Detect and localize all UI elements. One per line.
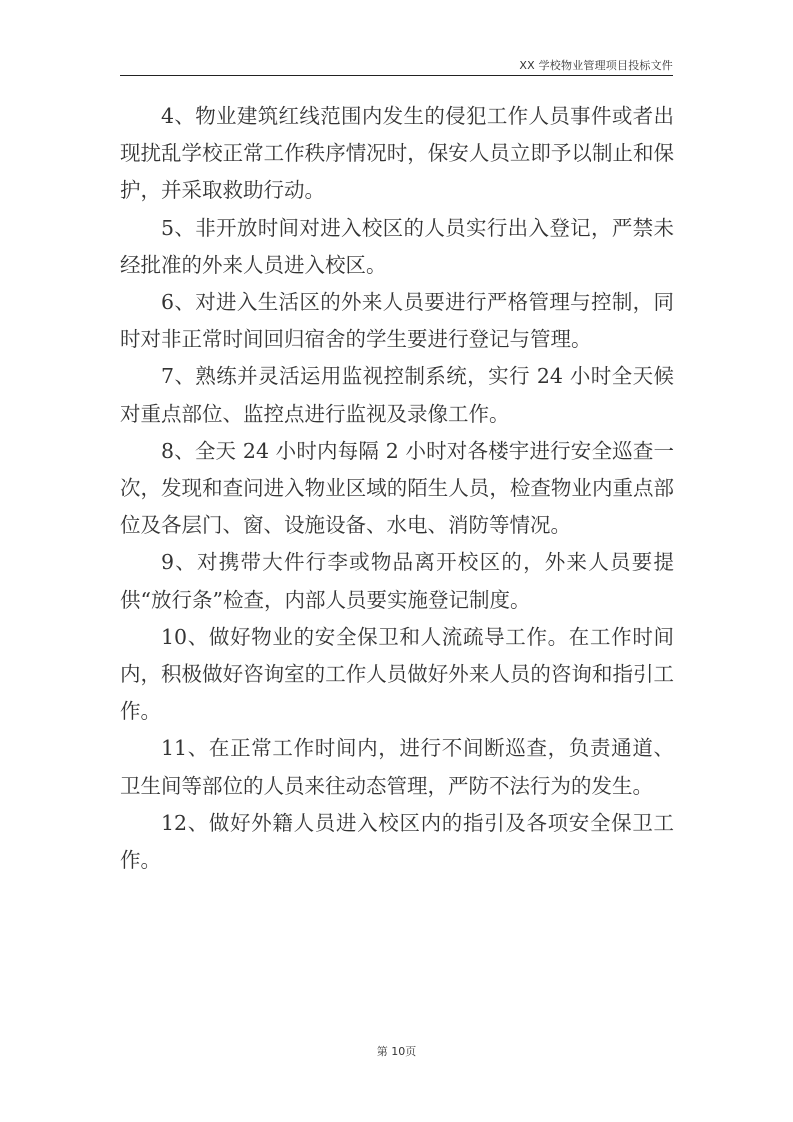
paragraph-item-10: 10、做好物业的安全保卫和人流疏导工作。在工作时间内，积极做好咨询室的工作人员做好外来人员的咨询和指引工作。 (120, 624, 674, 724)
document-body (120, 98, 674, 879)
paragraph-item-6: 6、对进入生活区的外来人员要进行严格管理与控制，同时对非正常时间回归宿舍的学生要进行登记与管理。 (120, 290, 674, 352)
paragraph-item-11: 11、在正常工作时间内，进行不间断巡查，负责通道、卫生间等部位的人员来往动态管理，严防不法行为的发生。 (120, 736, 674, 798)
page-number: 第 10页 (376, 1045, 417, 1058)
running-header: XX 学校物业管理项目投标文件 (519, 59, 673, 72)
paragraph-item-9: 9、对携带大件行李或物品离开校区的，外来人员要提供“放行条”检查，内部人员要实施登记制度。 (120, 550, 674, 612)
paragraph-item-7: 7、熟练并灵活运用监视控制系统，实行 24 小时全天候对重点部位、监控点进行监视及录像工作。 (120, 364, 674, 426)
paragraph-item-12: 12、做好外籍人员进入校区内的指引及各项安全保卫工作。 (120, 810, 674, 873)
header-divider (120, 75, 673, 76)
paragraph-item-4: 4、物业建筑红线范围内发生的侵犯工作人员事件或者出现扰乱学校正常工作秩序情况时，保安人员立即予以制止和保护，并采取救助行动。 (120, 104, 674, 203)
paragraph-item-5: 5、非开放时间对进入校区的人员实行出入登记，严禁未经批准的外来人员进入校区。 (120, 215, 674, 277)
paragraph-item-8: 8、全天 24 小时内每隔 2 小时对各楼宇进行安全巡查一次，发现和查问进入物业区域的陌生人员，检查物业内重点部位及各层门、窗、设施设备、水电、消防等情况。 (120, 438, 674, 538)
